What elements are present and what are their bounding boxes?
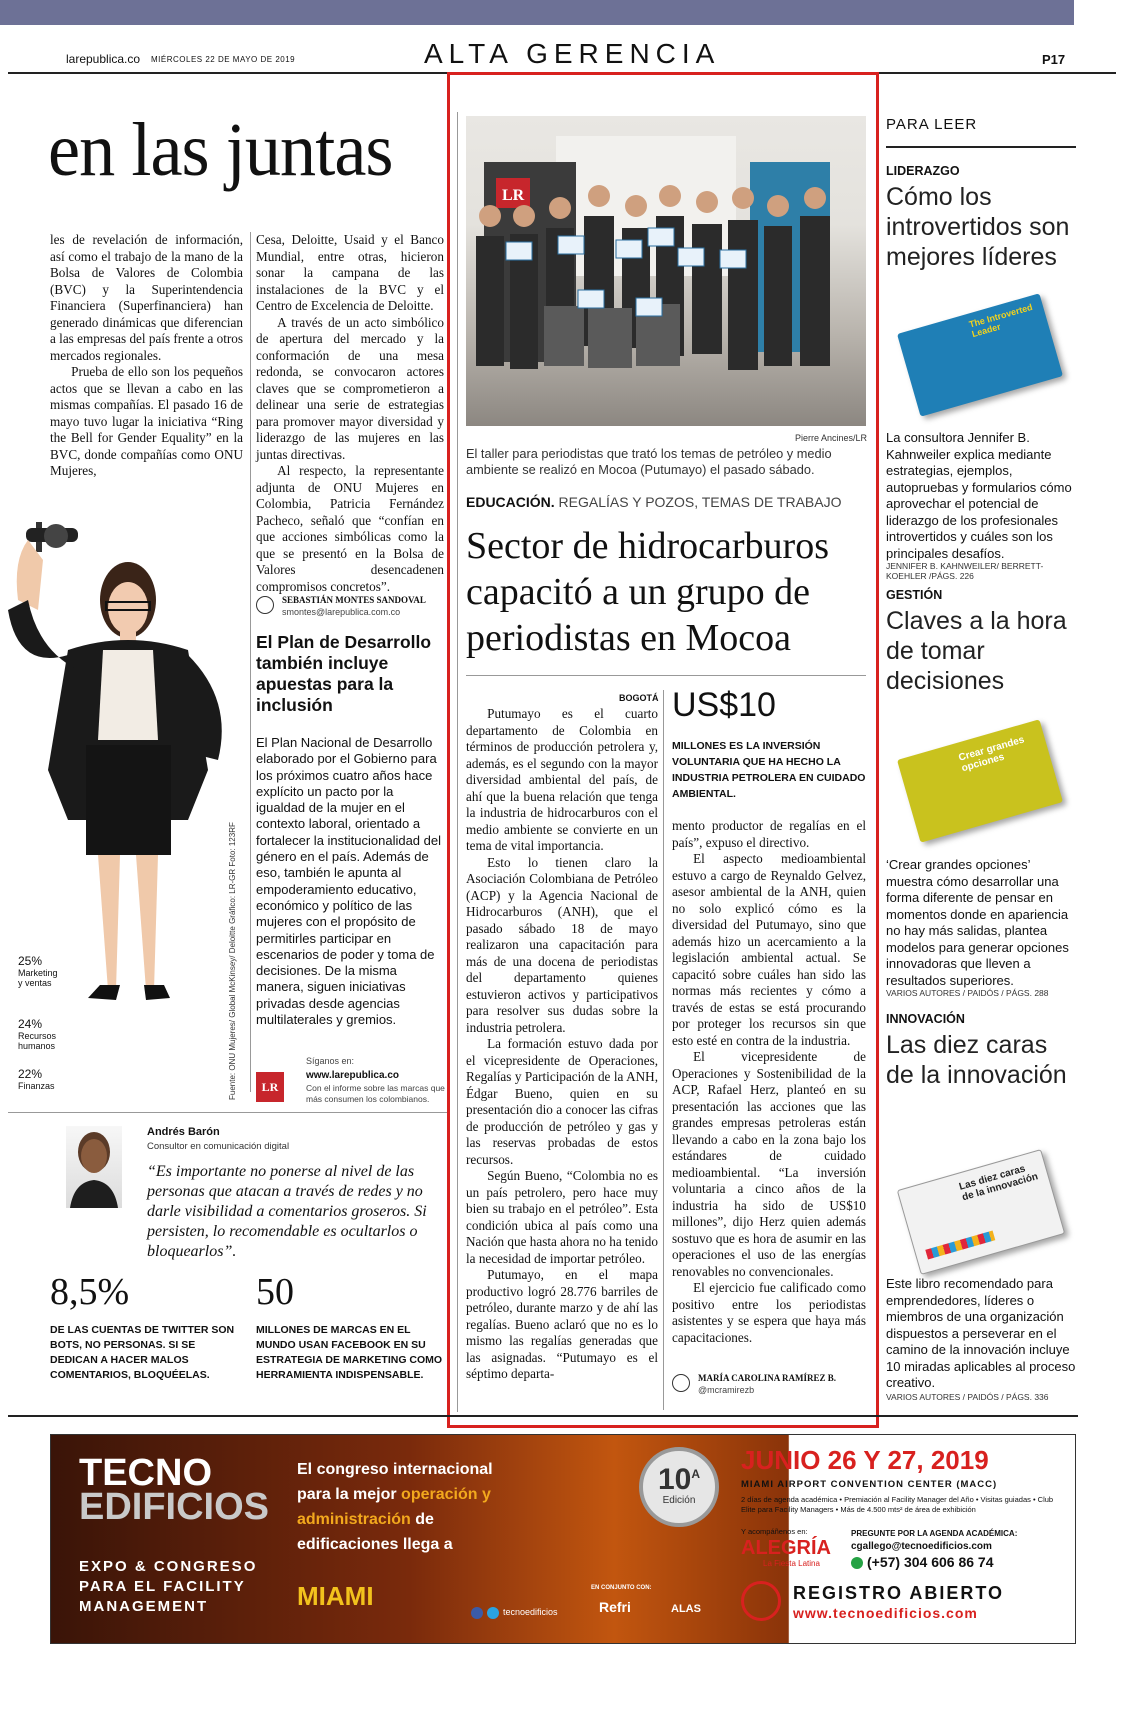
paragraph: les de revelación de información, así como el trabajo de la mano de la Bolsa de Valores de Colombia (BVC) y la Superintendencia Financiera (Superfinanciera) han generado dinámicas que diferencian a las empresas del país frente a otros mercados regionales. [50,232,243,363]
main-stat-text: MILLONES ES LA INVERSIÓN VOLUNTARIA QUE HA HECHO LA INDUSTRIA PETROLERA EN CUIDADO AMBIENTAL. [672,740,866,800]
ad-dates: JUNIO 26 Y 27, 2019 [741,1445,989,1475]
divider [8,1112,448,1113]
paragraph: El ejercicio fue calificado como positivo entre los periodistas asistentes y se espera que haya más capacitaciones. [672,1280,866,1345]
ad-accomp: Y acompáñenos en: [741,1527,808,1536]
badge-number: $10^A$ [657,1463,701,1496]
paragraph: Putumayo es el cuarto departamento de Colombia en términos de producción petrolera y, además, es el segundo con la mayor diversidad ambiental del país, de ahí que la buena relación que tenga la industria de hidrocarburos con el medio ambiente se convierte en un tema de vital importancia. [466,706,658,853]
book-title: Crear grandes opciones [957,734,1026,775]
dateline-city: BOGOTÁ [619,693,659,703]
quote-author: Andrés Barón [147,1126,220,1138]
ad-pitch-highlight: operación y administración [297,1486,491,1528]
woman-photo [8,520,248,1100]
ad-pitch-part: El congreso internacional para la mejor [297,1461,493,1503]
quote-role: Consultor en comunicación digital [147,1141,290,1152]
column-rule [250,232,251,1092]
stat-value: 22% [18,1067,43,1081]
partner-label: EN CONJUNTO CON: [591,1585,652,1591]
ad-city: MIAMI [297,1581,374,1611]
book-cover [897,293,1063,416]
paragraph: La formación estuvo dada por el vicepresidente de Operaciones, Regalías y Participación de la ANH, Édgar Bueno, quien en su presentación dio a conocer las cifras de producción de petróleo y gas y las reservas probadas de estos recursos. [466,1036,658,1167]
left-story-column-2 [256,232,444,595]
sidebar-item-section: INNOVACIÓN [886,1012,965,1026]
ad-tagline: EXPO & CONGRESO PARA EL FACILITY MANAGEMENT [79,1558,258,1615]
stat-label: Finanzas [18,1081,55,1091]
sidebar-item [886,588,1076,696]
partner-alas: ALAS [671,1603,701,1615]
book-cover [897,719,1063,842]
paragraph: Cesa, Deloitte, Usaid y el Banco Mundial, entre otras, hicieron sonar la campana de las instalaciones de la BVC y el Centro de Excelencia de Deloitte. [256,232,444,313]
paragraph: El vicepresidente de Operaciones y Sostenibilidad de la ACP, Rafael Herz, planteó en su presentación las acciones que las grandes empresas petroleras están llevando a cabo en la zona bajo los estándares de cuidado medioambiental. “La inversión voluntaria a cinco años de la industria ha sido de US$10 millones”, dijo Herz quien además sostuvo que es hora de asumir en las operaciones el uso de las energías renovables no convencionales. [672,1049,866,1279]
cursor-click-icon [741,1581,781,1621]
subsection-body: El Plan Nacional de Desarrollo elaborado por el Gobierno para los próximos cuatro años hace explícito un pacto por la igualdad de la mujer en el contexto laboral, orientado a fortalecer la institucionalidad del género en el país. Además de eso, también le apunta al empoderamiento educativo, económico y político de las mujeres con el propósito de permitirles participar en escenarios de poder y toma de decisiones. De la misma manera, siguen iniciativas privadas desde agencias multilaterales y gremios. [256,735,441,1028]
paragraph: El aspecto medioambiental estuvo a cargo de Reynaldo Gelvez, asesor ambiental de la ANH, quien no solo explicó cómo es la diversidad del Putumayo, sino que además hizo un acercamiento a la legislación ambiental actual. Se capacitó sobre cuáles han sido las normas más recientes y cómo a través de estas se está procurando por proteger los recursos sin que esto esté en contra de la industria. [672,851,866,1048]
paragraph: Putumayo, en el mapa productivo logró 28.776 barriles de petróleo, durante marzo y de ahí las regalías. Bueno aclaró que no es lo mismo las regalías generadas que las asignadas. “Putumayo es el séptimo departa- [466,1267,658,1381]
sidebar-item [886,164,1076,272]
sidebar-item-section: LIDERAZGO [886,164,960,178]
stat-block [18,1017,60,1051]
kicker-label: EDUCACIÓN. [466,494,555,510]
sidebar-item-body: Este libro recomendado para emprendedores, líderes o miembros de una organización dispuestos a perseverar en el camino de la innovación incluye 10 miradas aplicables al proceso creativo. [886,1276,1076,1390]
ad-details: 2 días de agenda académica • Premiación al Facility Manager del Año • Visitas guiadas • Club Elite para Facility Managers • Más de 4.500 mts² de área de exhibición [741,1495,1054,1514]
paragraph: mento productor de regalías en el país”, expuso el directivo. [672,818,866,850]
portrait-photo [66,1126,122,1208]
sidebar-item-title: Claves a la hora de tomar decisiones [886,607,1067,695]
sidebar-item-body: ‘Crear grandes opciones’ muestra cómo desarrollar una forma diferente de pensar en momentos donde en apariencia no hay más salidas, plantea modelos para generar opciones innovadoras que lleven a resultados superiores. [886,857,1069,988]
big-stat-2: 50 [256,1271,294,1313]
stat-label: Recursos humanos [18,1031,57,1051]
left-story-column-1 [50,232,243,480]
left-story-title: en las juntas [48,108,393,192]
edition-badge [639,1447,719,1527]
facebook-icon[interactable] [471,1607,483,1619]
section-title: ALTA GERENCIA [424,38,721,69]
story-headline: Sector de hidrocarburos capacitó a un grupo de periodistas en Mocoa [466,525,829,659]
partner-refri: Refri [599,1599,631,1615]
ad-ask: PREGUNTE POR LA AGENDA ACADÉMICA: [851,1529,1018,1538]
twitter-icon[interactable] [487,1607,499,1619]
sidebar-item-title: Las diez caras de la innovación [886,1031,1067,1089]
big-stat-1-text: DE LAS CUENTAS DE TWITTER SON BOTS, NO PERSONAS. SI SE DEDICAN A HACER MALOS COMENTARIOS, BLOQUÉELAS. [50,1324,235,1381]
ad-email[interactable]: cgallego@tecnoedificios.com [851,1541,992,1552]
quote-text: “Es importante no ponerse al nivel de las personas que atacan a través de redes y no darle visibilidad a comentarios groseros. Si persisten, lo recomendable es ocultarlos o bloquearlos”. [147,1163,427,1260]
follow-text: Con el informe sobre las marcas que más consumen los colombianos. [306,1083,445,1104]
ad-phone[interactable]: (+57) 304 606 86 74 [867,1554,994,1570]
ad-brand-top: TECNO [79,1452,212,1494]
column-rule [663,690,664,1410]
sidebar-item-source: JENNIFER B. KAHNWEILER/ BERRETT-KOEHLER /PÁGS. 226 [886,561,1044,581]
book-figures [925,1231,995,1260]
source-note: Fuente: ONU Mujeres/ Global McKinsey/ Deloitte Gráfico: LR-GR Foto: 123RF [228,822,237,1100]
ad-brand-bottom: EDIFICIOS [79,1486,270,1528]
book-cover [897,1149,1065,1275]
sidebar-title: PARA LEER [886,116,978,133]
author-name: SEBASTIÁN MONTES SANDOVAL [282,595,426,605]
advertisement-banner[interactable] [50,1434,1076,1644]
issue-date: MIÉRCOLES 22 DE MAYO DE 2019 [151,55,296,64]
paragraph: Según Bueno, “Colombia no es un país petrolero, pero hace muy bien su trabajo en el petróleo”. Esta condición ubica al país como una Nación que hasta ahora no ha tenido la necesidad de importar petróleo. [466,1168,658,1266]
main-story-column-2 [672,818,866,1346]
sidebar-item-source: VARIOS AUTORES / PAIDÓS / PÁGS. 288 [886,988,1049,998]
whatsapp-icon [851,1557,863,1569]
paragraph: Al respecto, la representante adjunta de ONU Mujeres en Colombia, Patricia Fernández Pacheco, señaló que “confían en que acciones simbólicas como la que se presentó en la Bolsa de Valores desencadenen compromisos concretos”. [256,463,444,594]
sidebar-item-section: GESTIÓN [886,588,943,602]
badge-text: Edición [662,1495,696,1506]
follow-site[interactable]: www.larepublica.co [306,1070,399,1081]
sidebar-item-source: VARIOS AUTORES / PAIDÓS / PÁGS. 336 [886,1392,1049,1402]
paragraph: Esto lo tienen claro la Asociación Colombiana de Petróleo (ACP) y la Agencia Nacional de Hidrocarburos (ANH), que el pasado sábado 18 de mayo realizaron una capacitación para más de una docena de periodistas del departamento quienes estuvieron activos y participativos para resolver sus dudas sobre la industria petrolera. [466,854,658,1035]
follow-label: Síganos en: [306,1056,355,1066]
paragraph: A través de un acto simbólico de apertura del mercado y la conformación de una mesa redonda, se convocaron actores claves que se comprometieron a delinear una serie de estrategias para promover mayor diversidad y liderazgo de las mujeres en las juntas directivas. [256,314,444,462]
sidebar-item [886,1012,1076,1090]
stat-block [18,954,60,988]
main-story-column-1 [466,706,658,1383]
email-icon [672,1374,690,1392]
kicker-text: REGALÍAS Y POZOS, TEMAS DE TRABAJO [554,494,842,510]
stat-label: Marketing y ventas [18,968,58,988]
big-stat-1: 8,5% [50,1271,130,1313]
sidebar-item-title: Cómo los introvertidos son mejores líderes [886,183,1070,271]
book-title: Las diez caras de la innovación [957,1163,1040,1204]
ad-pitch [297,1457,507,1557]
site-name: larepublica.co [66,52,141,66]
sidebar-item-body: La consultora Jennifer B. Kahnweiler explica mediante estrategias, ejemplos, autopruebas y formularios cómo aprovechar el potencial de liderazgo de los profesionales introvertidos y cuáles son los principales desafíos. [886,430,1072,561]
ad-venue: MIAMI AIRPORT CONVENTION CENTER (MACC) [741,1479,998,1490]
big-stat-2-text: MILLONES DE MARCAS EN EL MUNDO USAN FACEBOOK EN SU ESTRATEGIA DE MARKETING COMO HERRAMIENTA INDISPENSABLE. [256,1324,443,1381]
stat-value: 25% [18,954,43,968]
author-handle[interactable]: @mcramirezb [698,1385,755,1395]
ad-register[interactable]: REGISTRO ABIERTO [793,1583,1005,1603]
alegria-logo: ALEGRÍA [741,1537,831,1559]
ad-website[interactable]: www.tecnoedificios.com [793,1605,978,1621]
paragraph: Prueba de ello son los pequeños actos que se llevan a cabo en las mismas compañías. El pasado 16 de mayo tuvo lugar la iniciativa “Ring the Bell for Gender Equality” en la BVC, donde compañías como ONU Mujeres, [50,364,243,478]
photo-lr-logo: LR [502,187,525,204]
bottom-rule [8,1415,1078,1417]
lr-logo: LR [256,1072,284,1102]
subsection-title: El Plan de Desarrollo también incluye apuestas para la inclusión [256,632,432,715]
top-color-bar [0,0,1074,25]
workshop-photo [466,116,866,426]
main-stat-value: US$10 [672,686,776,724]
photo-caption: El taller para periodistas que trató los temas de petróleo y medio ambiente se realizó en Mocoa (Putumayo) el pasado sábado. [466,446,832,477]
author-email[interactable]: smontes@larepublica.com.co [282,607,401,617]
story-kicker [466,494,842,510]
email-icon [256,596,274,614]
ad-pitch-part: de edificaciones llega a [297,1511,453,1553]
author-name: MARÍA CAROLINA RAMÍREZ B. [698,1373,837,1383]
column-rule [457,112,458,1412]
stat-value: 24% [18,1017,43,1031]
alegria-sub: La Fiesta Latina [763,1559,820,1568]
stat-block [18,1067,60,1091]
page-number: P17 [1042,52,1066,67]
photo-credit: Pierre Ancines/LR [795,433,868,443]
book-title: The Introverted Leader [967,301,1034,340]
ad-social-handle[interactable]: tecnoedificios [503,1607,558,1617]
sidebar-rule [886,146,1076,148]
divider [466,675,866,676]
